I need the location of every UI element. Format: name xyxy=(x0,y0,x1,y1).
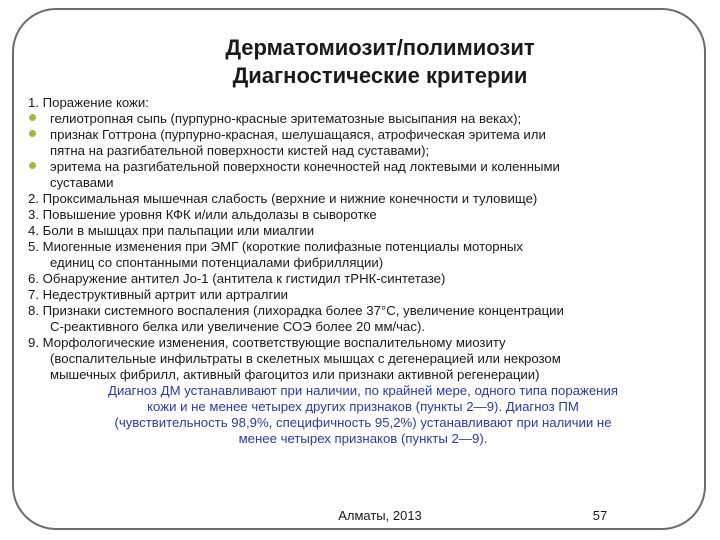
criterion-8-cont: С-реактивного белка или увеличение СОЭ более 20 мм/час). xyxy=(50,319,426,334)
criterion-9-cont-1: (воспалительные инфильтраты в скелетных мышцах с дегенерацией или некрозом xyxy=(50,351,561,366)
bullet-text: эритема на разгибательной поверхности конечностей над локтевыми и коленными xyxy=(50,159,560,174)
diagnosis-line-4: менее четырех признаков (пункты 2—9). xyxy=(238,431,488,446)
footer-city-year: Алматы, 2013 xyxy=(338,508,422,523)
slide-title xyxy=(150,34,610,90)
criterion-7: 7. Недеструктивный артрит или артралгии xyxy=(28,287,289,302)
bullet-text: признак Готтрона (пурпурно-красная, шелушащаяся, атрофическая эритема или xyxy=(50,127,546,142)
page-number: 57 xyxy=(592,508,608,523)
diagnosis-note xyxy=(28,383,698,447)
criterion-4: 4. Боли в мышцах при пальпации или миалгии xyxy=(28,223,315,238)
criteria-list xyxy=(28,95,698,447)
title-line-2: Диагностические критерии xyxy=(232,63,528,88)
criterion-5-cont: единиц со спонтанными потенциалами фибрилляции) xyxy=(50,255,384,270)
bullet-text: гелиотропная сыпь (пурпурно-красные эритематозные высыпания на веках); xyxy=(50,111,522,126)
criterion-8: 8. Признаки системного воспаления (лихорадка более 37°С, увеличение концентрации xyxy=(28,303,564,318)
criterion-2: 2. Проксимальная мышечная слабость (верхние и нижние конечности и туловище) xyxy=(28,191,538,206)
diagnosis-line-1: Диагноз ДМ устанавливают при наличии, по крайней мере, одного типа поражения xyxy=(108,383,618,398)
title-line-1: Дерматомиозит/полимиозит xyxy=(225,35,535,60)
bullet-item-2-cont: пятна на разгибательной поверхности кистей над суставами); xyxy=(50,143,430,158)
criterion-9-cont-2: мышечных фибрилл, активный фагоцитоз или признаки активной регенерации) xyxy=(50,367,540,382)
bullet-item-3-cont: суставами xyxy=(50,175,114,190)
criterion-6: 6. Обнаружение антител Jo-1 (антитела к гистидил тРНК-синтетазе) xyxy=(28,271,446,286)
bullet-item-2 xyxy=(28,127,698,143)
diagnosis-line-2: кожи и не менее четырех других признаков (пункты 2—9). Диагноз ПМ xyxy=(147,399,579,414)
criterion-3: 3. Повышение уровня КФК и/или альдолазы в сыворотке xyxy=(28,207,377,222)
diagnosis-line-3: (чувствительность 98,9%, специфичность 95,2%) устанавливают при наличии не xyxy=(114,415,612,430)
bullet-item-3 xyxy=(28,159,698,175)
criterion-5: 5. Миогенные изменения при ЭМГ (короткие полифазные потенциалы моторных xyxy=(28,239,523,254)
bullet-item-1 xyxy=(28,111,698,127)
criterion-1: 1. Поражение кожи: xyxy=(28,95,149,110)
criterion-9: 9. Морфологические изменения, соответствующие воспалительному миозиту xyxy=(28,335,506,350)
